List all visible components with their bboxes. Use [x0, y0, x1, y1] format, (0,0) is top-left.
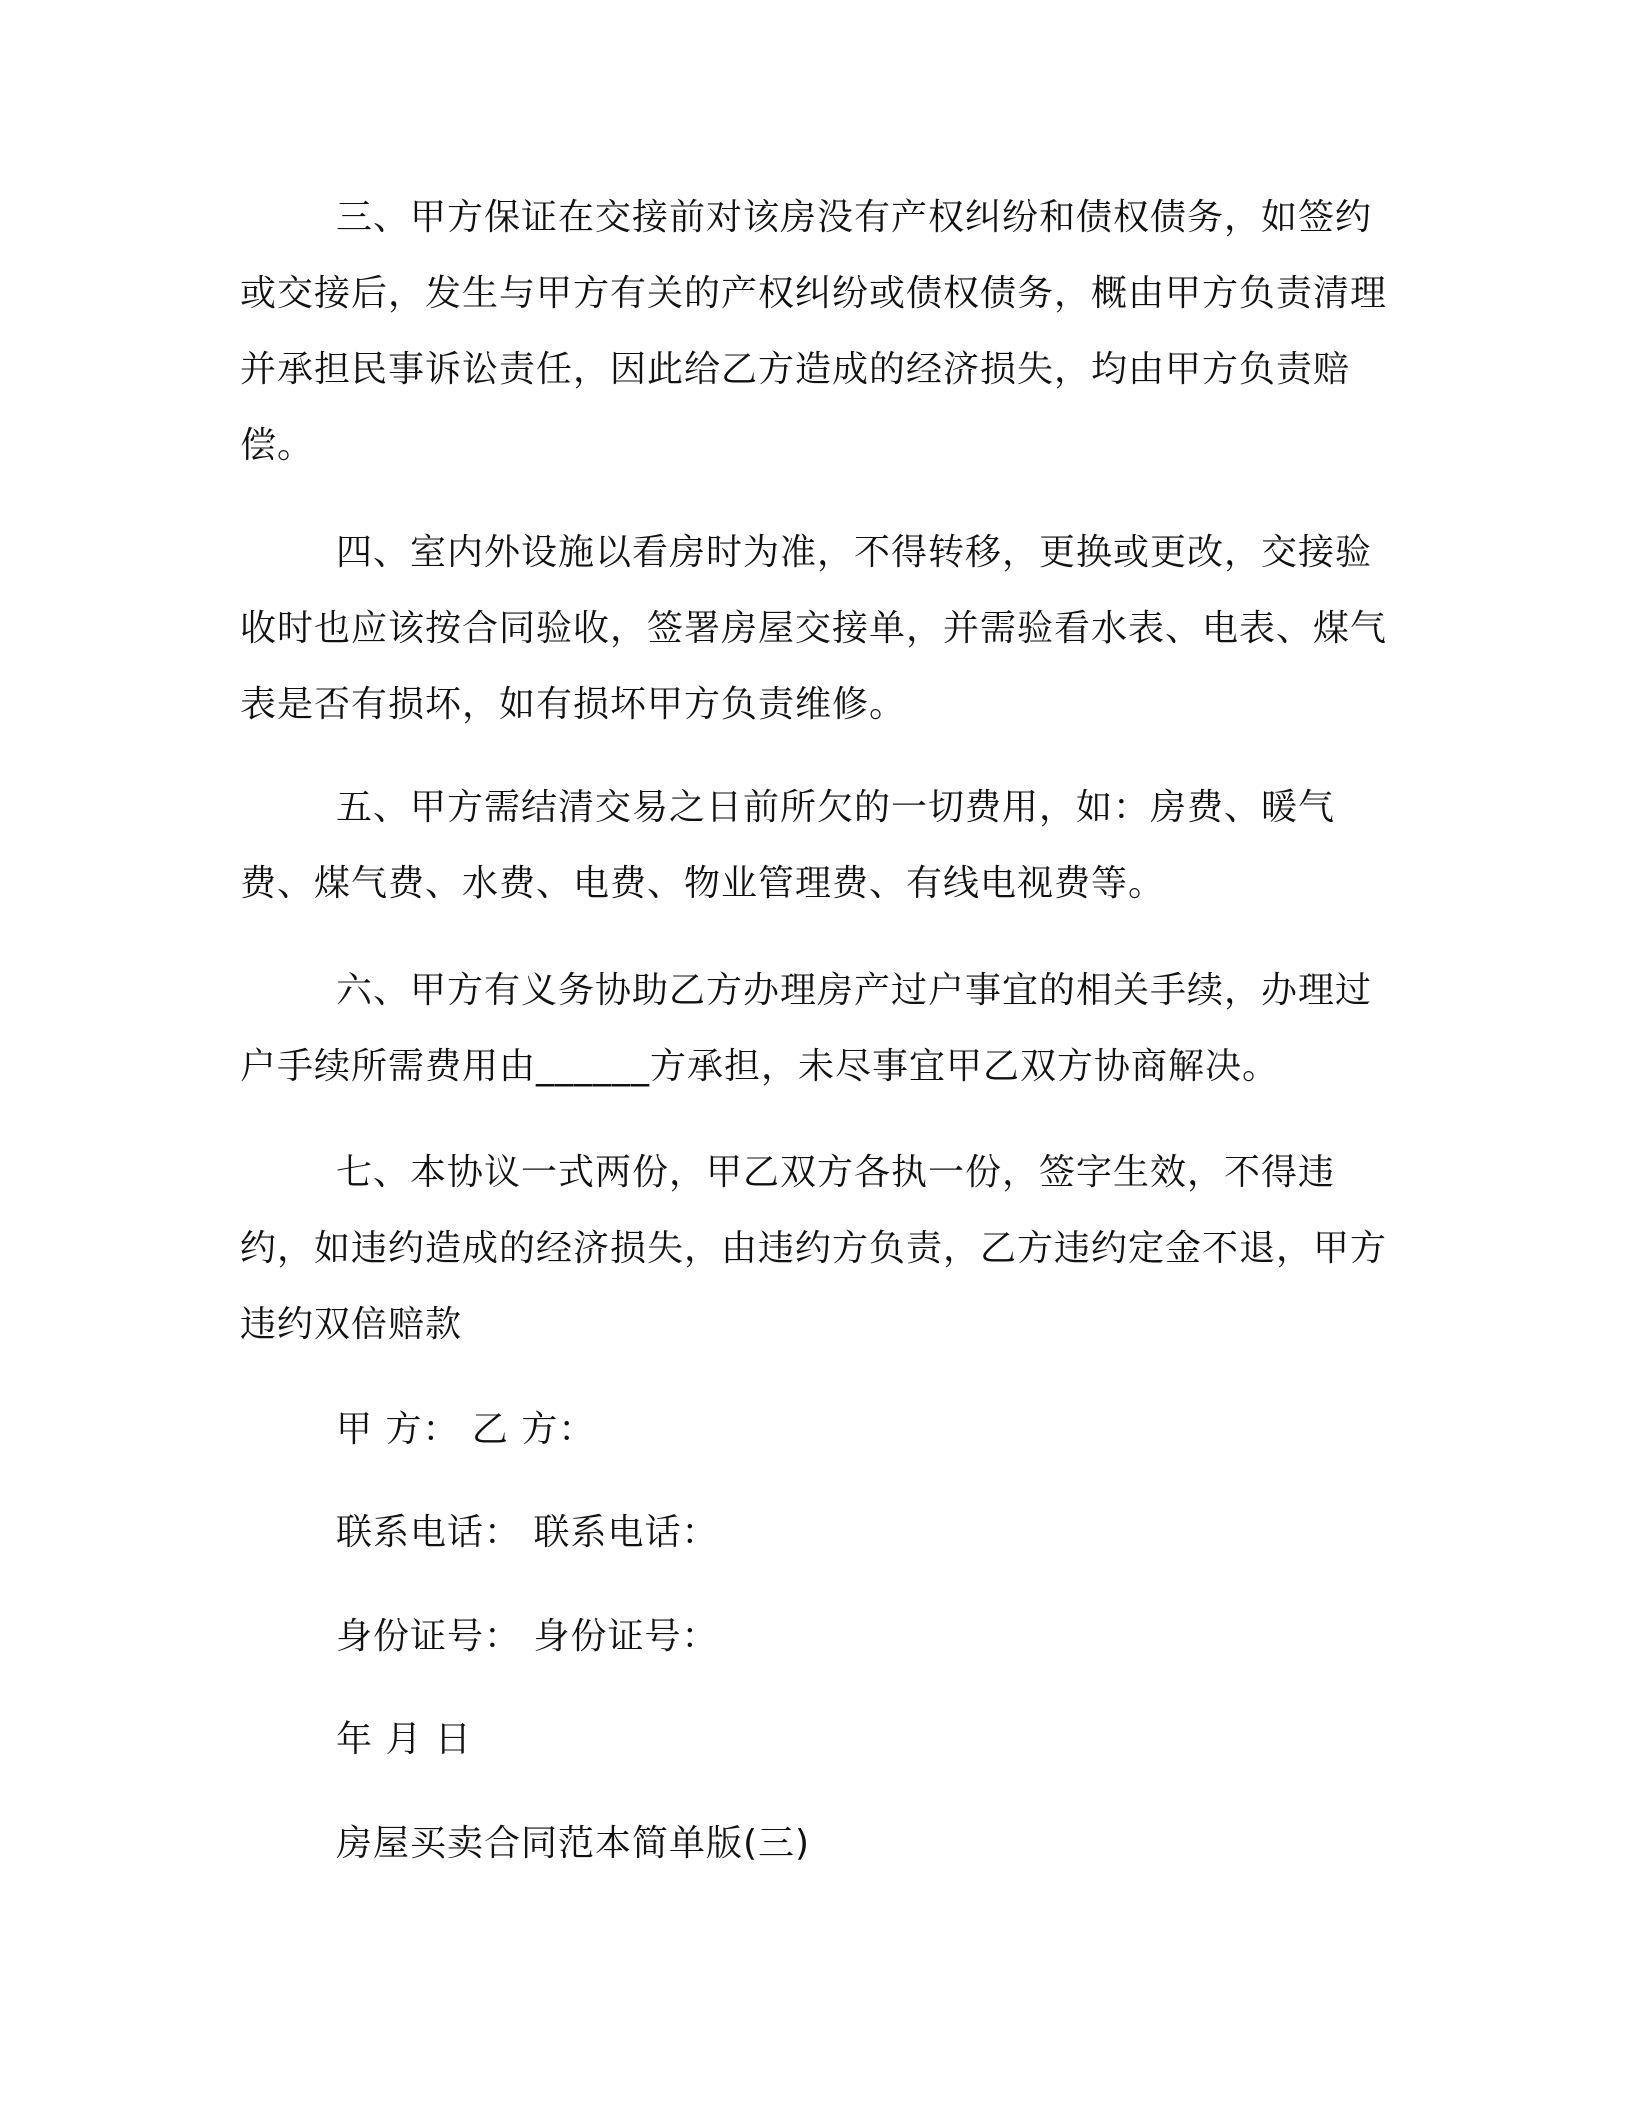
next-section-title: 房屋买卖合同范本简单版(三) — [336, 1823, 811, 1864]
signature-parties: 甲 方： 乙 方： — [336, 1409, 596, 1450]
clause-seven: 七、本协议一式两份，甲乙双方各执一份，签字生效，不得违约，如违约造成的经济损失，由违约方负责，乙方违约定金不退，甲方违约双倍赔款 — [240, 1152, 1388, 1345]
clause-four: 四、室内外设施以看房时为准，不得转移，更换或更改，交接验收时也应该按合同验收，签署房屋交接单，并需验看水表、电表、煤气表是否有损坏，如有损坏甲方负责维修。 — [240, 532, 1388, 725]
clause-five: 五、甲方需结清交易之日前所欠的一切费用，如：房费、暖气费、煤气费、水费、电费、物业管理费、有线电视费等。 — [240, 787, 1336, 904]
signature-date: 年 月 日 — [336, 1719, 472, 1760]
clause-three: 三、甲方保证在交接前对该房没有产权纠纷和债权债务，如签约或交接后，发生与甲方有关的产权纠纷或债权债务，概由甲方负责清理并承担民事诉讼责任，因此给乙方造成的经济损失，均由甲方负责赔偿。 — [240, 197, 1388, 466]
signature-phone: 联系电话： 联系电话： — [336, 1512, 719, 1553]
clause-six: 六、甲方有义务协助乙方办理房产过户事宜的相关手续，办理过户手续所需费用由______方承担，未尽事宜甲乙双方协商解决。 — [240, 970, 1373, 1087]
signature-id-number: 身份证号： 身份证号： — [336, 1616, 719, 1657]
